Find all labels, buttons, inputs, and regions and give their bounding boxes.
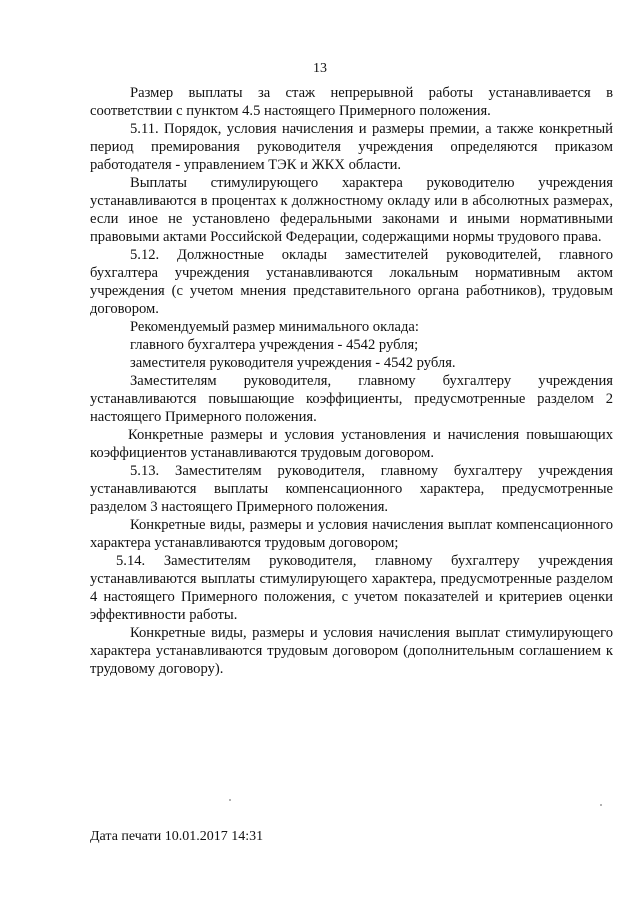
scan-speck	[229, 799, 231, 801]
paragraph-5-13: 5.13. Заместителям руководителя, главному бухгалтеру учреждения устанавливаются выплаты компенсационного характера, предусмотренные разделом 3 настоящего Примерного положения.	[90, 463, 613, 515]
paragraph-deputy-salary: заместителя руководителя учреждения - 4542 рубля.	[130, 355, 456, 371]
paragraph-chief-accountant-salary: главного бухгалтера учреждения - 4542 рубля;	[130, 337, 419, 353]
paragraph-recommended-salary: Рекомендуемый размер минимального оклада:	[130, 319, 419, 335]
paragraph-compensation-types: Конкретные виды, размеры и условия начисления выплат компенсационного характера устанавливаются трудовым договором;	[90, 517, 613, 551]
paragraph-seniority-payment: Размер выплаты за стаж непрерывной работы устанавливается в соответствии с пунктом 4.5 настоящего Примерного положения.	[90, 85, 613, 119]
paragraph-5-11: 5.11. Порядок, условия начисления и размеры премии, а также конкретный период премирования руководителя учреждения определяются приказом работодателя - управлением ТЭК и ЖКХ области.	[90, 121, 613, 173]
paragraph-5-14: 5.14. Заместителям руководителя, главному бухгалтеру учреждения устанавливаются выплаты стимулирующего характера, предусмотренные разделом 4 настоящего Примерного положения, с учетом показателей и критериев оценки эффективности работы.	[90, 553, 613, 623]
print-date: Дата печати 10.01.2017 14:31	[90, 829, 264, 844]
paragraph-incentive-types: Конкретные виды, размеры и условия начисления выплат стимулирующего характера устанавливаются трудовым договором (дополнительным соглашением к трудовому договору).	[90, 625, 613, 677]
paragraph-coefficients-contract: Конкретные размеры и условия установления и начисления повышающих коэффициентов устанавливаются трудовым договором.	[90, 427, 613, 461]
scan-speck	[600, 804, 602, 806]
document-body	[90, 84, 613, 678]
paragraph-5-12: 5.12. Должностные оклады заместителей руководителей, главного бухгалтера учреждения устанавливаются локальным нормативным актом учреждения (с учетом мнения представительного органа работников), трудовым договором.	[90, 247, 613, 317]
paragraph-incentive-payments: Выплаты стимулирующего характера руководителю учреждения устанавливаются в процентах к должностному окладу или в абсолютных размерах, если иное не установлено федеральными законами и иными нормативными правовыми актами Российской Федерации, содержащими нормы трудового права.	[90, 175, 613, 245]
paragraph-increasing-coefficients: Заместителям руководителя, главному бухгалтеру учреждения устанавливаются повышающие коэффициенты, предусмотренные разделом 2 настоящего Примерного положения.	[90, 373, 613, 425]
page-number: 13	[313, 61, 327, 76]
